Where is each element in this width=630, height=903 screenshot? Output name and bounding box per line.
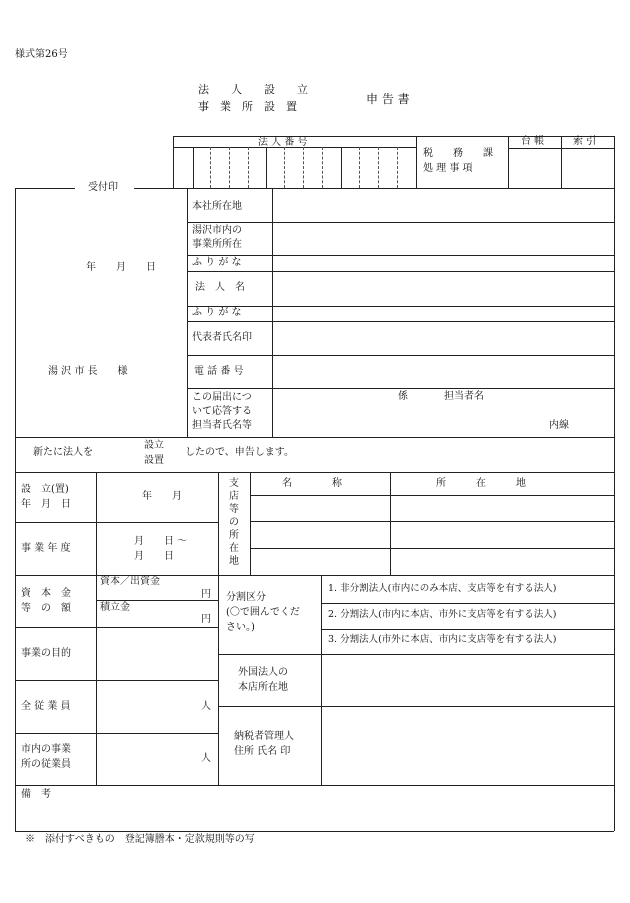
local-employees-label-2: 所の従業員: [21, 759, 71, 770]
title-line-2: 事 業 所 設 置: [198, 100, 297, 113]
purpose-label: 事業の目的: [21, 648, 71, 659]
division-label-3: さい。): [226, 622, 255, 633]
contact-label-1: この届出につ: [192, 392, 252, 403]
tax-admin-label-2: 住所 氏名 印: [234, 746, 291, 757]
capital-row-label: 資本／出資金: [100, 576, 160, 587]
local-employees-label-1: 市内の事業: [21, 744, 71, 755]
tax-processing-label: 処 理 事 項: [423, 163, 473, 174]
office-address-label-1: 湯沢市内の: [192, 225, 242, 236]
capital-label-2: 等 の 額: [21, 603, 71, 614]
foreign-hq-label-2: 本店所在地: [238, 682, 288, 693]
capital-yen: 円: [201, 589, 211, 600]
phone-label: 電 話 番 号: [194, 366, 244, 377]
extension-label: 内線: [549, 420, 569, 431]
branch-label-char: 地: [229, 556, 239, 567]
tax-admin-label-1: 納税者管理人: [234, 731, 294, 742]
branch-address-column: 所 在 地: [436, 478, 526, 489]
declaration-option-install: 設置: [144, 455, 164, 466]
branch-label-char: 在: [229, 543, 239, 554]
corp-number-label: 法 人 番 号: [258, 137, 308, 148]
declaration-option-establish: 設立: [144, 440, 164, 451]
representative-label: 代表者氏名印: [192, 332, 252, 343]
fiscal-year-start: 月 日 〜: [134, 536, 188, 547]
reserve-yen: 円: [201, 614, 211, 625]
hq-address-label: 本社所在地: [192, 201, 242, 212]
corp-name-label: 法 人 名: [195, 282, 245, 293]
receipt-date: 年 月 日: [86, 262, 156, 273]
local-employees-unit: 人: [201, 753, 211, 764]
declaration-suffix: したので、申告します。: [185, 447, 294, 458]
division-option-1: 1. 非分割法人(市内にのみ本店、支店等を有する法人): [328, 583, 557, 594]
division-label-1: 分割区分: [226, 592, 266, 603]
capital-label-1: 資 本 金: [21, 588, 71, 599]
fiscal-year-end: 月 日: [134, 551, 174, 562]
division-option-3: 3. 分割法人(市外に本店、市内に支店等を有する法人): [328, 634, 557, 645]
reserve-row-label: 積立金: [100, 602, 130, 613]
contact-label-2: いて応答する: [192, 406, 252, 417]
branch-label-char: 等: [229, 504, 239, 515]
est-date-value: 年 月: [142, 491, 182, 502]
est-date-label-2: 年 月 日: [21, 499, 71, 510]
division-option-2: 2. 分割法人(市内に本店、市外に支店等を有する法人): [328, 609, 557, 620]
employees-unit: 人: [201, 701, 211, 712]
tax-section-label: 税 務 課: [423, 148, 493, 159]
branch-label-char: 店: [229, 491, 239, 502]
addressee: 湯 沢 市 長 様: [48, 366, 128, 377]
branch-label-char: 所: [229, 530, 239, 541]
fiscal-year-label: 事 業 年 度: [21, 543, 71, 554]
branch-name-column: 名 称: [282, 478, 342, 489]
footnote: ※ 添付すべきもの 登記簿謄本・定款規則等の写: [25, 834, 255, 845]
remarks-label: 備 考: [21, 789, 51, 800]
form-number: 様式第26号: [15, 49, 68, 60]
branch-label-char: の: [229, 517, 239, 528]
section-label: 係: [398, 391, 408, 402]
index-label: 索 引: [573, 136, 597, 147]
ledger-label: 台 帳: [521, 136, 545, 147]
furigana-label-2: ふ り が な: [192, 307, 242, 318]
foreign-hq-label-1: 外国法人の: [238, 667, 288, 678]
est-date-label-1: 設 立(置): [21, 484, 69, 495]
declaration-prefix: 新たに法人を: [33, 447, 93, 458]
division-label-2: (〇で囲んでくだ: [226, 607, 300, 618]
furigana-label-1: ふ り が な: [192, 257, 242, 268]
office-address-label-2: 事業所所在: [192, 239, 242, 250]
title-suffix: 申 告 書: [366, 92, 410, 106]
branch-label-char: 支: [229, 478, 239, 489]
employees-label: 全 従 業 員: [21, 701, 71, 712]
person-label: 担当者名: [444, 391, 484, 402]
title-line-1: 法 人 設 立: [198, 83, 308, 96]
contact-label-3: 担当者氏名等: [192, 420, 252, 431]
receipt-stamp-label: 受付印: [88, 182, 118, 193]
